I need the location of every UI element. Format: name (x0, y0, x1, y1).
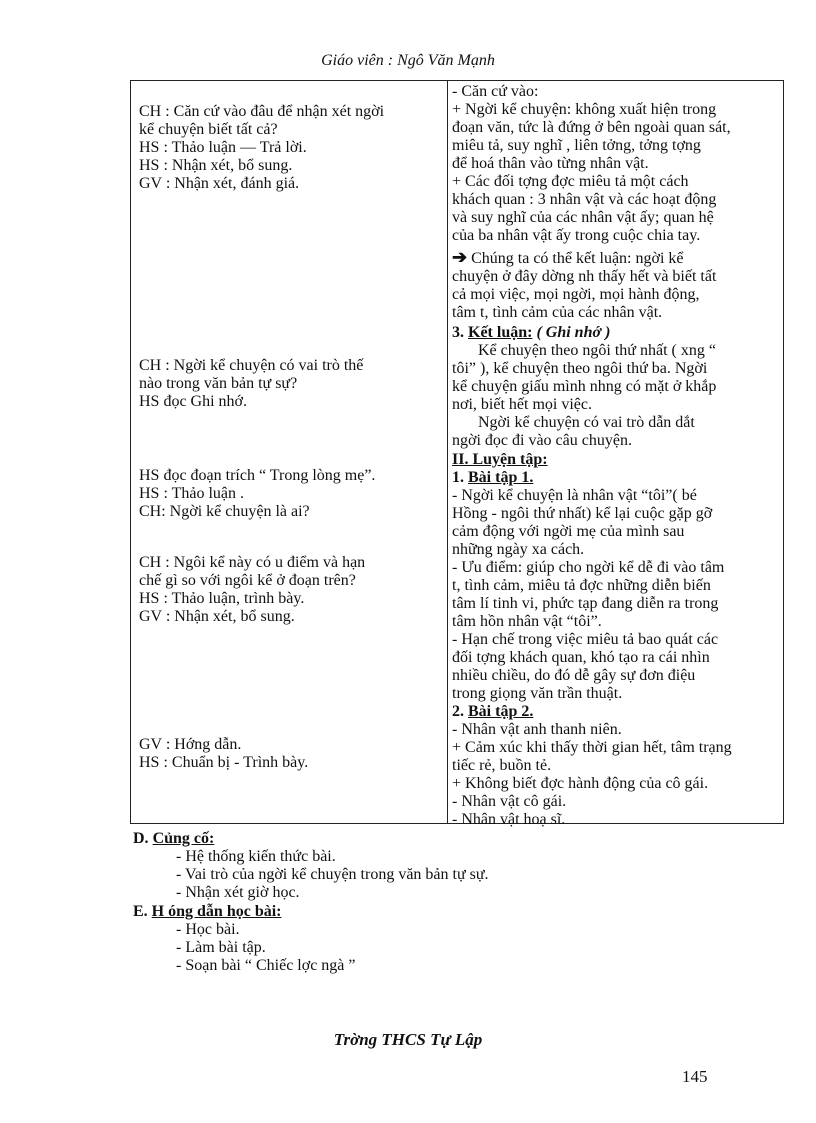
text-line: tâm t, tình cảm của các nhân vật. (452, 304, 663, 321)
left-block-1 (139, 103, 439, 193)
section-d (133, 830, 489, 902)
text-line: - Nhân vật hoạ sĩ. (452, 811, 566, 828)
page-header: Giáo viên : Ngô Văn Mạnh (321, 52, 495, 69)
section-number: 2. (452, 703, 464, 720)
text-line: HS : Nhận xét, bổ sung. (139, 157, 293, 174)
text-line: để hoá thân vào từng nhân vật. (452, 155, 649, 172)
section-title: II. Luyện tập: (452, 451, 548, 468)
text-line: CH : Ngời kể chuyện có vai trò thế (139, 357, 364, 374)
text-line: nơi, biết hết mọi việc. (452, 396, 592, 413)
text-line: miêu tả, suy nghĩ , liên tởng, tởng tợng (452, 137, 701, 154)
list-item: - Nhận xét giờ học. (176, 884, 300, 901)
text-line: Ngời kể chuyện có vai trò dẫn dắt (478, 414, 695, 431)
column-divider (447, 81, 448, 823)
list-item: - Làm bài tập. (176, 939, 266, 956)
left-block-2 (139, 357, 439, 411)
section-letter: D. (133, 830, 149, 847)
text-line: những ngày xa cách. (452, 541, 585, 558)
list-item: - Hệ thống kiến thức bài. (176, 848, 336, 865)
text-line: tâm lí tinh vi, phức tạp đang diễn ra trong (452, 595, 719, 612)
ghi-nho-label: ( Ghi nhớ ) (536, 324, 611, 341)
text-line: - Ngời kể chuyện là nhân vật “tôi”( bé (452, 487, 697, 504)
text-line: cả mọi việc, mọi ngời, mọi hành động, (452, 286, 700, 303)
text-line: kể chuyện giấu mình nhng có mặt ở khắp (452, 378, 717, 395)
section-number: 3. (452, 324, 464, 341)
text-line: GV : Nhận xét, bổ sung. (139, 608, 295, 625)
text-line: tiếc rẻ, buồn tẻ. (452, 757, 552, 774)
text-line: - Căn cứ vào: (452, 83, 539, 100)
section-letter: E. (133, 903, 148, 920)
text-line: khách quan : 3 nhân vật và các hoạt động (452, 191, 717, 208)
text-line: cảm động với ngời mẹ của mình sau (452, 523, 685, 540)
text-line: CH : Căn cứ vào đâu để nhận xét ngời (139, 103, 385, 120)
text-line: đối tợng khách quan, khó tạo ra cái nhìn (452, 649, 710, 666)
left-block-4 (139, 554, 439, 626)
text-line: tôi” ), kể chuyện theo ngôi thứ ba. Ngời (452, 360, 708, 377)
text-line: HS đọc Ghi nhớ. (139, 393, 248, 410)
text-line: GV : Nhận xét, đánh giá. (139, 175, 300, 192)
text-line: Kể chuyện theo ngôi thứ nhất ( xng “ (478, 342, 716, 359)
text-line: của ba nhân vật ấy trong cuộc chia tay. (452, 227, 701, 244)
text-line: HS : Thảo luận, trình bày. (139, 590, 305, 607)
text-line: ngời đọc đi vào câu chuyện. (452, 432, 632, 449)
text-line: CH: Ngời kể chuyện là ai? (139, 503, 310, 520)
text-line: chế gì so với ngôi kể ở đoạn trên? (139, 572, 356, 589)
text-line: và suy nghĩ của các nhân vật ấy; quan hệ (452, 209, 714, 226)
text-line: kể chuyện biết tất cả? (139, 121, 278, 138)
page-footer: Trờng THCS Tự Lập (333, 1030, 483, 1049)
text-line: Chúng ta có thể kết luận: ngời kể (471, 250, 684, 267)
text-line: + Các đối tợng đợc miêu tả một cách (452, 173, 689, 190)
list-item: - Vai trò của ngời kể chuyện trong văn bản tự sự. (176, 866, 489, 883)
left-block-5 (139, 736, 439, 772)
text-line: trong giọng văn trần thuật. (452, 685, 623, 702)
text-line: chuyện ở đây dờng nh thấy hết và biết tất (452, 268, 717, 285)
exercise-title: Bài tập 2. (468, 703, 534, 720)
right-intro (452, 83, 782, 245)
lesson-table (130, 80, 784, 828)
text-line: HS : Chuẩn bị - Trình bày. (139, 754, 309, 771)
list-item: - Soạn bài “ Chiếc lợc ngà ” (176, 957, 356, 974)
list-item: - Học bài. (176, 921, 240, 938)
section-number: 1. (452, 469, 464, 486)
right-conclusion (452, 248, 782, 322)
text-line: + Không biết đợc hành động của cô gái. (452, 775, 709, 792)
text-line: GV : Hớng dẫn. (139, 736, 242, 753)
text-line: CH : Ngôi kể này có u điểm và hạn (139, 554, 366, 571)
section-title: Kết luận: (468, 324, 533, 341)
text-line: HS : Thảo luận . (139, 485, 245, 502)
text-line: Hồng - ngôi thứ nhất) kể lại cuộc gặp gỡ (452, 505, 713, 522)
section-title: Củng cố: (152, 830, 215, 847)
text-line: tâm hồn nhân vật “tôi”. (452, 613, 602, 630)
section-title: H óng dẫn học bài: (151, 903, 282, 920)
text-line: - Hạn chế trong việc miêu tả bao quát các (452, 631, 719, 648)
text-line: HS đọc đoạn trích “ Trong lòng mẹ”. (139, 467, 376, 484)
bai-tap-2-section (452, 703, 782, 829)
text-line: + Cảm xúc khi thấy thời gian hết, tâm trạng (452, 739, 732, 756)
text-line: nào trong văn bản tự sự? (139, 375, 298, 392)
text-line: - Nhân vật cô gái. (452, 793, 567, 810)
arrow-icon: ➔ (452, 247, 468, 267)
ket-luan-section (452, 324, 782, 450)
text-line: + Ngời kể chuyện: không xuất hiện trong (452, 101, 717, 118)
text-line: - Ưu điểm: giúp cho ngời kể dễ đi vào tâm (452, 559, 725, 576)
luyen-tap-section (452, 451, 782, 703)
exercise-title: Bài tập 1. (468, 469, 534, 486)
text-line: HS : Thảo luận — Trả lời. (139, 139, 307, 156)
left-block-3 (139, 467, 439, 521)
text-line: nhiều chiều, do đó dễ gây sự đơn điệu (452, 667, 696, 684)
page-number: 145 (682, 1067, 708, 1086)
text-line: t, tình cảm, miêu tả đợc những diễn biến (452, 577, 711, 594)
text-line: - Nhân vật anh thanh niên. (452, 721, 622, 738)
section-e (133, 903, 356, 975)
text-line: đoạn văn, tức là đứng ở bên ngoài quan sát, (452, 119, 731, 136)
